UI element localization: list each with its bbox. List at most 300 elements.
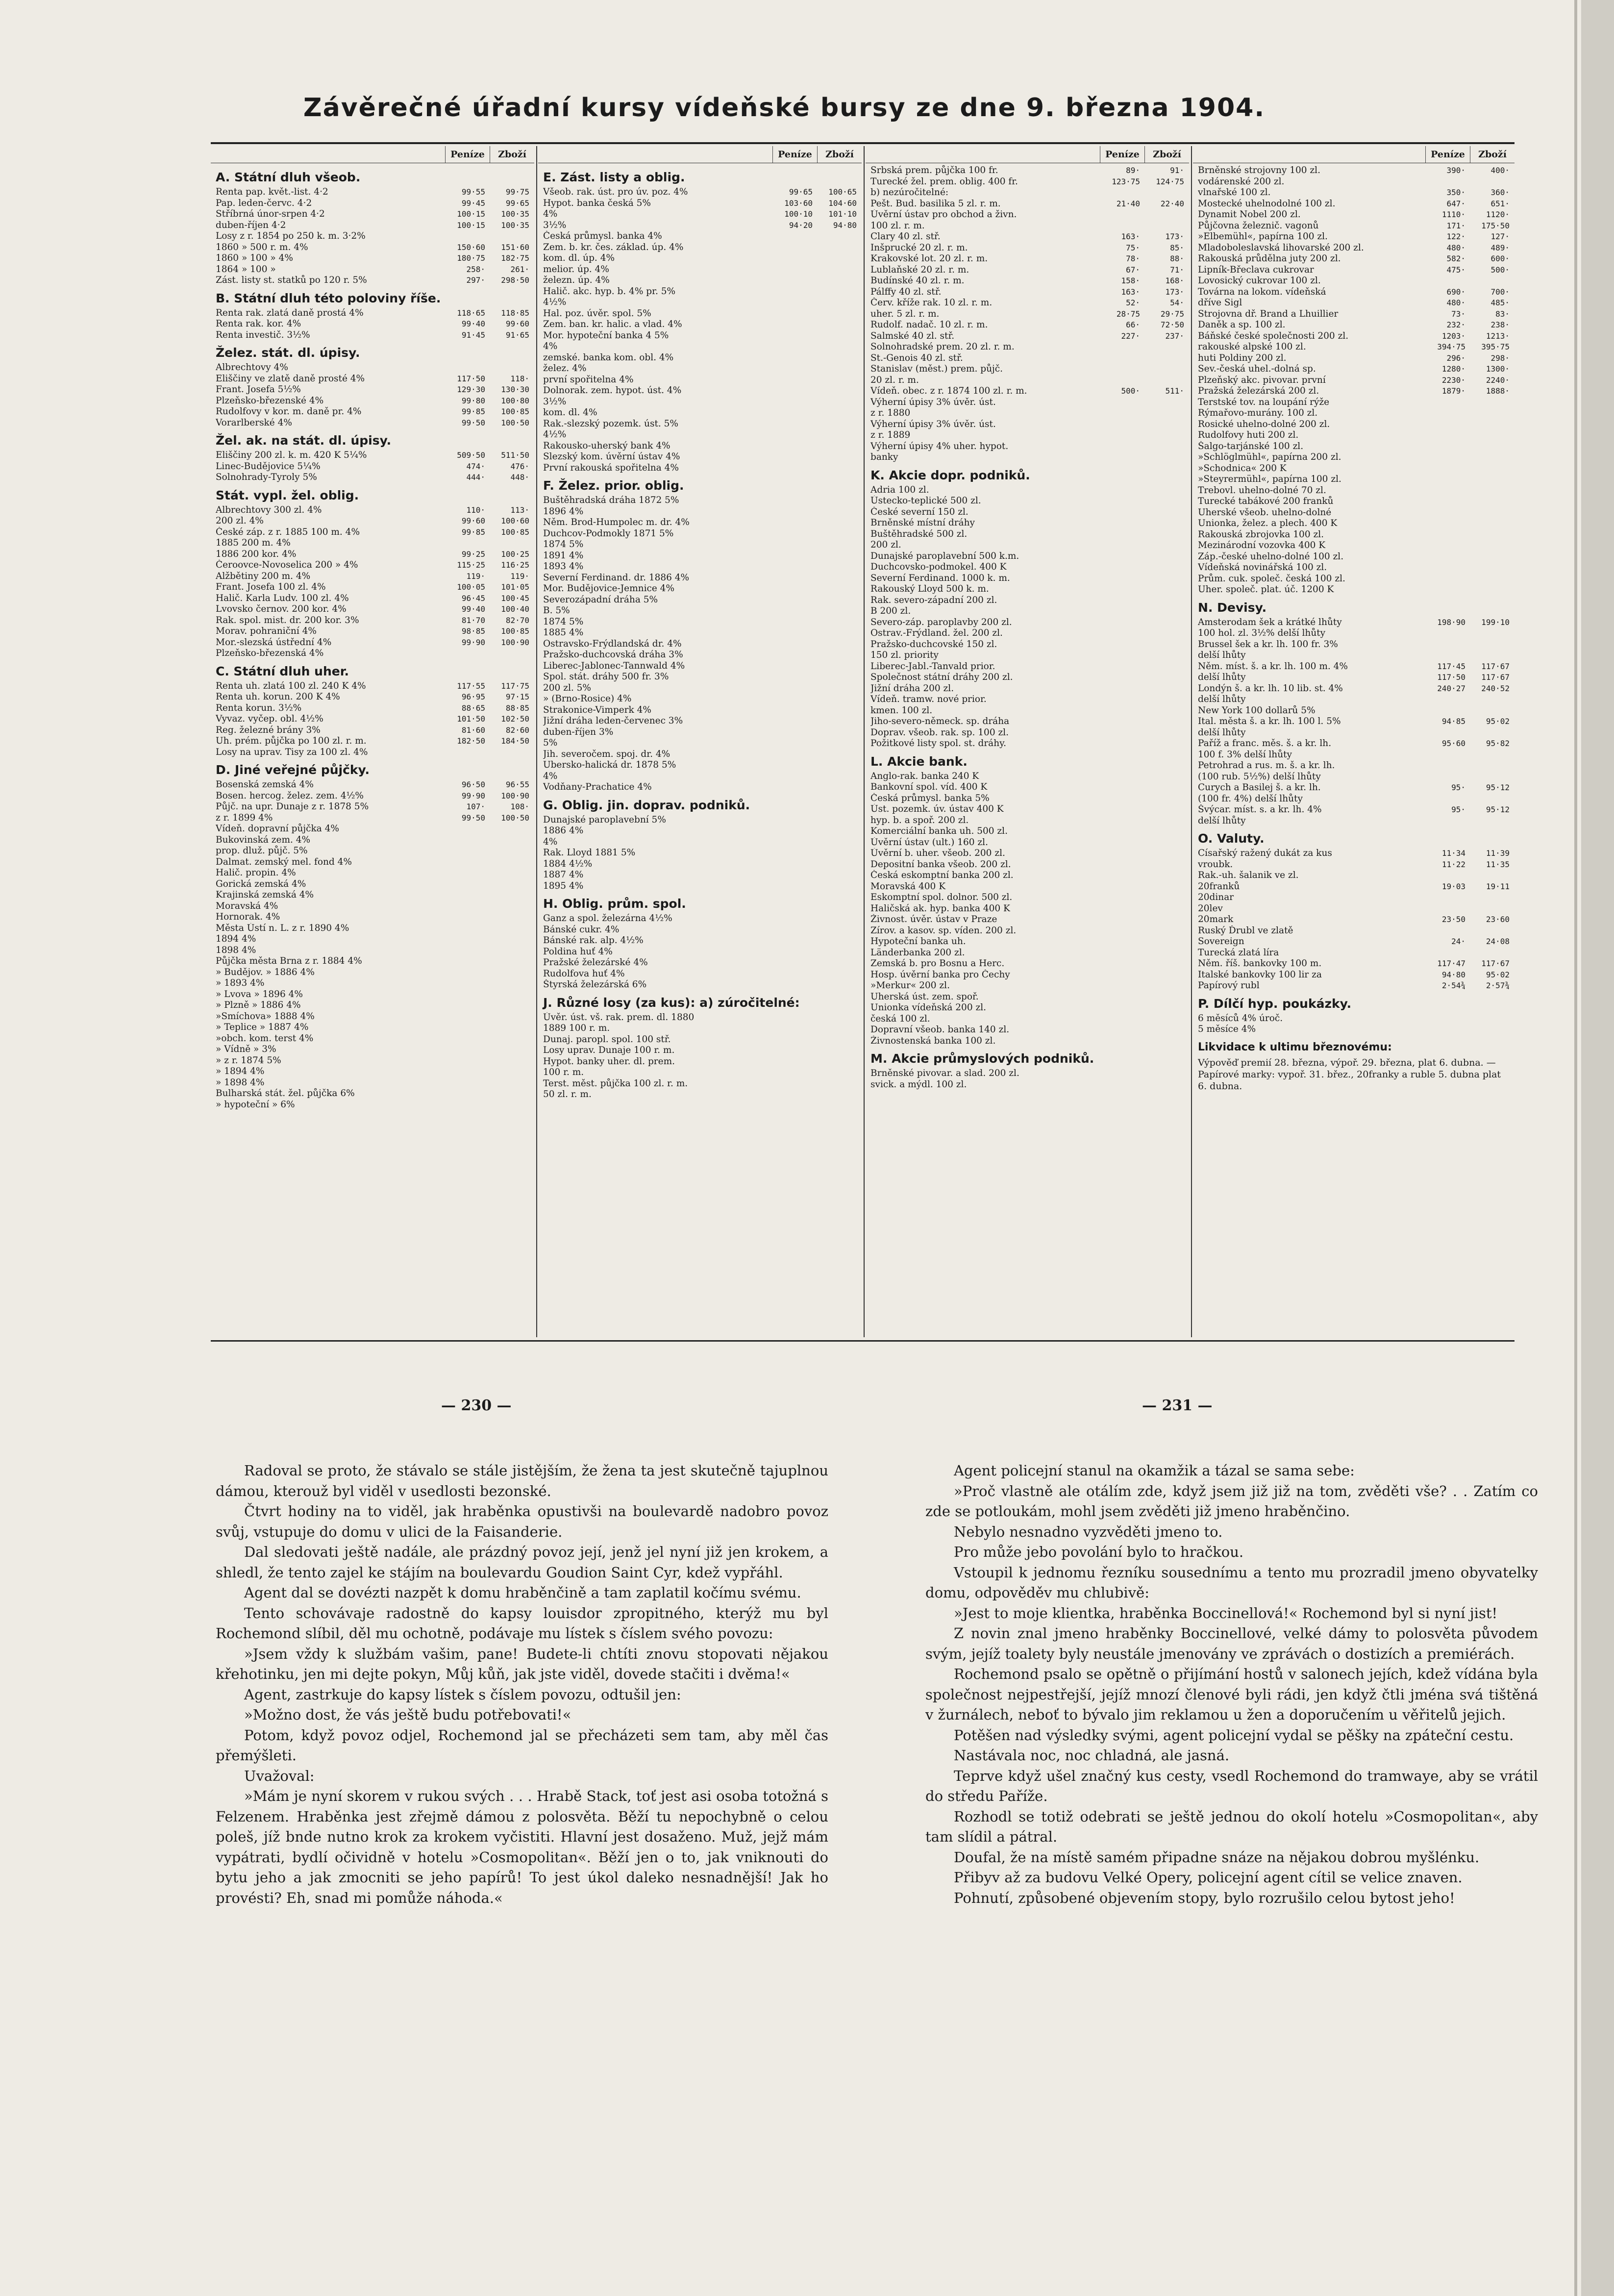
rate-zbozi	[1143, 771, 1187, 782]
rate-row	[216, 1088, 532, 1099]
rate-penize	[771, 649, 816, 661]
rate-zbozi: 100·45	[501, 593, 529, 603]
likvidace-heading: Likvidace k ultimu březnovému:	[1198, 1041, 1392, 1053]
rate-penize: 89·	[1126, 166, 1140, 175]
rate-zbozi	[816, 528, 860, 540]
rate-row	[870, 375, 1187, 386]
rate-row	[1198, 738, 1513, 749]
story-paragraph: Teprve když ušel značný kus cesty, vsedl Rochemond do tramwaye, aby se vrátil do středu Paříže.	[925, 1767, 1538, 1804]
rate-zbozi	[488, 1033, 532, 1045]
rate-zbozi	[816, 242, 860, 253]
rate-row	[1198, 694, 1513, 705]
rate-zbozi: 700·	[1490, 287, 1510, 297]
rate-row	[216, 923, 532, 934]
rate-penize	[1099, 716, 1143, 727]
rate-penize	[1099, 1079, 1143, 1091]
rate-label: Anglo-rak. banka 240 K	[870, 771, 979, 781]
rate-zbozi: 237·	[1165, 331, 1184, 341]
rate-row	[1198, 364, 1513, 375]
rate-zbozi	[488, 1011, 532, 1023]
rate-row	[216, 1066, 532, 1077]
rate-penize	[444, 1066, 488, 1077]
rate-row	[1198, 859, 1513, 871]
rates-column-3	[866, 146, 1189, 1337]
binding-gutter	[1581, 0, 1614, 2296]
rate-label: Něm. míst. š. a kr. lh. 100 m. 4%	[1198, 661, 1348, 672]
rate-zbozi	[1143, 441, 1187, 452]
rate-penize	[1099, 826, 1143, 837]
rate-zbozi	[816, 649, 860, 661]
rate-row	[216, 747, 532, 758]
rate-penize: 180·75	[457, 253, 485, 263]
rate-zbozi	[1143, 518, 1187, 529]
rate-row	[870, 176, 1187, 188]
rate-zbozi	[1143, 496, 1187, 507]
rate-penize: 99·65	[789, 187, 813, 197]
rate-label: Frant. Josefa 5½%	[216, 384, 301, 395]
rate-row	[543, 881, 860, 892]
rate-zbozi	[488, 989, 532, 1000]
rate-penize	[1424, 903, 1468, 915]
rate-penize	[771, 352, 816, 364]
rate-label: Solnohrady-Tyroly 5%	[216, 472, 317, 482]
rate-label: Gorická zemská 4%	[216, 878, 306, 889]
rate-penize	[771, 738, 816, 749]
rate-penize	[444, 1055, 488, 1067]
rate-row	[543, 979, 860, 991]
rate-penize: 100·15	[457, 220, 485, 230]
rate-penize: 101·50	[457, 714, 485, 724]
rate-zbozi	[816, 429, 860, 441]
rate-zbozi: 95·02	[1486, 717, 1510, 726]
rate-zbozi	[1468, 463, 1513, 474]
rate-zbozi	[816, 716, 860, 727]
rate-zbozi: 151·60	[501, 242, 529, 252]
rate-label: Papírový rubl	[1198, 980, 1260, 991]
rate-label: Pražská železárská 200 zl.	[1198, 386, 1319, 396]
rate-penize	[444, 1022, 488, 1033]
rate-zbozi	[1143, 408, 1187, 419]
rate-zbozi	[1143, 1014, 1187, 1025]
rate-penize: 119·	[466, 571, 485, 581]
rate-label: Výherní úpisy 4% uher. hypot.	[870, 441, 1009, 451]
rate-penize	[1099, 793, 1143, 804]
rate-label: Bukovinská zem. 4%	[216, 834, 311, 845]
rate-zbozi	[488, 912, 532, 923]
rate-row	[216, 637, 532, 649]
rate-row	[543, 539, 860, 550]
rate-row	[870, 551, 1187, 562]
rate-label: 4%	[543, 836, 558, 847]
rate-penize	[771, 639, 816, 650]
rate-zbozi	[816, 231, 860, 242]
rate-row	[1198, 816, 1513, 827]
story-paragraph: Radoval se proto, že stávalo se stále jistějším, že žena ta jest skutečně tajuplnou dámou, kterouž byl viděl v usedlosti bezonské.	[216, 1462, 828, 1499]
rate-label: New York 100 dollarů 5%	[1198, 705, 1316, 716]
rate-zbozi	[1468, 441, 1513, 452]
rate-row	[216, 725, 532, 736]
rate-row	[870, 364, 1187, 375]
rate-label: železn. úp. 4%	[543, 275, 610, 285]
rate-row	[216, 319, 532, 330]
rate-penize: 103·60	[784, 198, 813, 208]
rate-label: Ostrav.-Frýdland. žel. 200 zl.	[870, 628, 1003, 638]
section-heading: D. Jiné veřejné půjčky.	[216, 763, 370, 777]
rate-zbozi: 95·02	[1486, 970, 1510, 979]
rate-label: Výherní úpisy 3% úvěr. úst.	[870, 397, 996, 407]
rate-row	[1198, 948, 1513, 959]
rate-row	[543, 913, 860, 924]
rate-row	[543, 451, 860, 463]
rate-label: Severozápadní dráha 5%	[543, 594, 658, 605]
rate-penize: 75·	[1126, 243, 1140, 252]
rate-row	[1198, 914, 1513, 925]
rate-penize	[1099, 970, 1143, 981]
rate-label: Poldina huť 4%	[543, 946, 613, 957]
rate-row	[870, 342, 1187, 353]
rate-zbozi	[816, 550, 860, 562]
rate-row	[1198, 430, 1513, 441]
rate-label: Eliščiny 200 zl. k. m. 420 K 5¼%	[216, 450, 367, 460]
rate-label: České severní 150 zl.	[870, 506, 968, 517]
rate-zbozi: 298·50	[501, 275, 529, 285]
rate-label: Spol. stát. dráhy 500 fr. 3%	[543, 672, 669, 682]
rate-penize	[771, 539, 816, 550]
rate-row	[216, 472, 532, 483]
rate-zbozi	[816, 760, 860, 771]
rate-label: Báňské české společnosti 200 zl.	[1198, 330, 1349, 341]
rate-label: » Budějov. » 1886 4%	[216, 967, 315, 977]
rate-label: Všeob. rak. úst. pro úv. poz. 4%	[543, 187, 688, 197]
rate-label: uher. 5 zl. r. m.	[870, 308, 940, 319]
rate-row	[870, 518, 1187, 529]
rate-zbozi	[1468, 639, 1513, 650]
rate-zbozi: 1300·	[1486, 364, 1510, 374]
rate-penize: 117·45	[1437, 661, 1465, 671]
rate-zbozi	[1143, 595, 1187, 606]
rate-row	[1198, 881, 1513, 893]
rate-zbozi: 360·	[1490, 188, 1510, 197]
rate-row	[543, 924, 860, 936]
rate-label: » 1898 4%	[216, 1077, 265, 1088]
rate-label: Petrohrad a rus. m. š. a kr. lh.	[1198, 760, 1335, 771]
rate-penize	[1424, 760, 1468, 772]
rate-penize	[444, 747, 488, 758]
rate-penize	[1099, 485, 1143, 496]
rate-label: 20dinar	[1198, 892, 1234, 902]
rate-penize: 99·45	[461, 198, 485, 208]
rate-penize	[1099, 364, 1143, 375]
rate-penize	[444, 824, 488, 835]
rate-label: zemské. banka kom. obl. 4%	[543, 352, 674, 363]
rate-label: 1874 5%	[543, 539, 584, 549]
rate-row	[870, 430, 1187, 441]
rate-label: Mor.-slezská ústřední 4%	[216, 637, 332, 648]
rate-label: Paříž a franc. měs. š. a kr. lh.	[1198, 738, 1332, 749]
rate-row	[870, 804, 1187, 815]
rate-row	[543, 605, 860, 617]
rate-zbozi	[816, 738, 860, 749]
rate-row	[543, 286, 860, 298]
rate-label: Duchcov-Podmokly 1871 5%	[543, 528, 674, 539]
rate-label: Turecká zlatá líra	[1198, 947, 1279, 958]
rate-penize	[1099, 419, 1143, 430]
rate-label: 1884 4½%	[543, 858, 593, 869]
rate-label: Italské bankovky 100 lir za	[1198, 969, 1322, 980]
rate-label: » (Brno-Rosice) 4%	[543, 694, 632, 704]
rate-row	[1198, 772, 1513, 783]
rate-row	[216, 330, 532, 341]
rate-zbozi	[1143, 992, 1187, 1003]
rate-zbozi	[1468, 948, 1513, 959]
rate-zbozi	[488, 231, 532, 242]
rate-penize	[771, 661, 816, 672]
section-heading: Žel. ak. na stát. dl. úpisy.	[216, 433, 392, 448]
rate-label: Šalgo-tarjánské 100 zl.	[1198, 441, 1304, 451]
rate-penize	[771, 969, 816, 980]
rate-row	[1198, 562, 1513, 574]
rate-penize	[1099, 342, 1143, 353]
rate-label: 1886 200 kor. 4%	[216, 549, 297, 559]
rate-label: Vídeň. tramw. nové prior.	[870, 694, 987, 704]
rate-row	[870, 320, 1187, 331]
rate-row	[1198, 441, 1513, 452]
rate-penize	[1424, 574, 1468, 585]
rate-label: Moravská 4%	[216, 900, 278, 911]
rate-zbozi: 100·50	[501, 813, 529, 823]
rate-zbozi	[1468, 562, 1513, 574]
rate-label: Půjčovna železnič. vagonů	[1198, 220, 1319, 231]
rate-zbozi	[816, 639, 860, 650]
rate-row	[543, 727, 860, 738]
rate-row	[870, 287, 1187, 298]
rate-penize: 100·10	[784, 209, 813, 219]
rate-row	[543, 528, 860, 540]
rate-row	[1198, 794, 1513, 805]
rate-label: melior. úp. 4%	[543, 264, 609, 275]
rate-row	[216, 527, 532, 538]
rate-zbozi: 96·55	[505, 780, 529, 789]
rate-row	[543, 649, 860, 661]
rate-label: Buštěhradská dráha 1872 5%	[543, 495, 679, 505]
rate-label: Ruský Ďrubl ve zlatě	[1198, 925, 1293, 936]
rate-zbozi: 94·80	[833, 220, 857, 230]
rate-penize: 2230·	[1441, 375, 1465, 385]
rate-zbozi	[1143, 837, 1187, 849]
rate-penize	[771, 407, 816, 419]
rate-zbozi	[816, 561, 860, 573]
rate-row	[1198, 980, 1513, 992]
rate-label: Rak.-slezský pozemk. úst. 5%	[543, 418, 679, 429]
rate-label: 1885 4%	[543, 627, 584, 638]
rate-label: Strakonice-Vimperk 4%	[543, 704, 651, 715]
rate-penize: 95·	[1451, 805, 1465, 814]
rate-row	[543, 661, 860, 672]
rate-zbozi	[816, 397, 860, 408]
rate-row	[870, 243, 1187, 254]
story-paragraph: Nebylo nesnadno vyzvěděti jmeno to.	[954, 1523, 1223, 1540]
rate-label: Uherská úst. zem. spoř.	[870, 991, 979, 1002]
rate-zbozi	[1143, 738, 1187, 749]
rate-row	[870, 948, 1187, 959]
rate-row	[216, 1055, 532, 1067]
rate-zbozi: 85·	[1170, 243, 1184, 252]
rate-row	[543, 771, 860, 782]
rate-penize	[1424, 650, 1468, 661]
rate-penize	[1099, 617, 1143, 628]
rate-penize	[1099, 562, 1143, 573]
rate-penize: 182·50	[457, 736, 485, 746]
rate-label: Adria 100 zl.	[870, 484, 929, 495]
rate-label: Něm. říš. bankovky 100 m.	[1198, 958, 1322, 969]
rate-row	[216, 450, 532, 461]
rate-zbozi	[1143, 639, 1187, 650]
rate-penize: 117·50	[1437, 673, 1465, 682]
rate-penize: 96·95	[461, 692, 485, 701]
rate-penize: 94·85	[1441, 717, 1465, 726]
rate-label: 5%	[543, 738, 558, 748]
rate-penize	[1099, 727, 1143, 739]
rate-label: Mor. Budějovice-Jemnice 4%	[543, 583, 675, 594]
rate-label: Amsterodam šek a krátké lhůty	[1198, 617, 1342, 627]
rate-label: Města Ústí n. L. z r. 1890 4%	[216, 923, 349, 933]
story-paragraph: Pro může jebo povolání bylo to hračkou.	[954, 1544, 1244, 1560]
rate-penize: 24·	[1451, 937, 1465, 946]
rate-penize	[771, 825, 816, 837]
rate-label: Dunaj. paropl. spol. 100 stř.	[543, 1034, 671, 1045]
rate-zbozi	[816, 539, 860, 550]
rate-zbozi	[1143, 958, 1187, 970]
rate-penize: 99·55	[461, 187, 485, 197]
rate-penize	[1424, 496, 1468, 507]
rate-label: Zírov. a kasov. sp. víden. 200 zl.	[870, 925, 1017, 936]
rate-label: 4%	[543, 771, 558, 781]
rate-row	[216, 418, 532, 429]
rate-penize	[771, 1078, 816, 1090]
rate-row	[870, 782, 1187, 793]
rate-penize	[1099, 606, 1143, 617]
rate-zbozi: 100·40	[501, 604, 529, 614]
rate-label: kmen. 100 zl.	[870, 705, 933, 716]
rate-label: Eskomptní spol. dolnor. 500 zl.	[870, 892, 1013, 902]
rate-zbozi	[816, 441, 860, 452]
rate-label: Mladoboleslavská lihovarské 200 zl.	[1198, 242, 1364, 253]
rate-penize	[444, 912, 488, 923]
rate-label: b) nezúročitelné:	[870, 187, 949, 198]
rate-row	[216, 560, 532, 571]
rate-label: 1894 4%	[216, 934, 256, 944]
rate-label: Terstské tov. na loupání rýže	[1198, 397, 1330, 407]
rate-zbozi: 2·57¾	[1486, 981, 1510, 990]
rate-row	[870, 881, 1187, 893]
rate-row	[870, 970, 1187, 981]
section-heading: C. Státní dluh uher.	[216, 664, 349, 678]
rate-zbozi	[816, 1012, 860, 1023]
rate-zbozi	[816, 374, 860, 386]
rate-penize	[771, 627, 816, 639]
rate-label: Dunajské paroplavební 500 k.m.	[870, 550, 1019, 561]
section-heading: Stát. vypl. žel. oblig.	[216, 488, 359, 502]
rate-row	[216, 538, 532, 549]
rate-label: »Smíchova» 1888 4%	[216, 1011, 315, 1022]
rate-row	[216, 1000, 532, 1011]
rate-penize: 19·03	[1441, 881, 1465, 891]
rate-zbozi	[1468, 892, 1513, 903]
rate-penize: 1110·	[1441, 210, 1465, 219]
rate-penize	[444, 1000, 488, 1011]
rate-zbozi	[1143, 892, 1187, 903]
rate-penize	[1099, 430, 1143, 441]
rate-label: Renta uh. korun. 200 K 4%	[216, 692, 340, 702]
rate-row	[1198, 419, 1513, 430]
rate-label: 100 zl. r. m.	[870, 220, 925, 231]
rate-label: Něm. Brod-Humpolec m. dr. 4%	[543, 517, 690, 527]
rate-row	[216, 264, 532, 275]
rate-penize: 158·	[1121, 276, 1140, 285]
rate-label: » Lvova » 1896 4%	[216, 989, 303, 999]
rate-penize	[1099, 672, 1143, 683]
rate-zbozi	[1143, 419, 1187, 430]
story-paragraph: »Jsem vždy k službám vašim, pane! Budete-li chtíti znovu stopovati nějakou křehotinku, jen mi dejte pokyn, Můj kůň, jak jste viděl, dovede stačiti i dvěma!«	[216, 1645, 828, 1682]
rate-penize	[771, 561, 816, 573]
rate-zbozi	[1143, 815, 1187, 826]
rate-zbozi: 100·80	[501, 396, 529, 405]
rate-label: vodárenské 200 zl.	[1198, 176, 1285, 187]
rate-row	[870, 683, 1187, 695]
rate-zbozi	[1143, 1036, 1187, 1047]
rate-label: delší lhůty	[1198, 815, 1246, 826]
rate-zbozi	[1143, 573, 1187, 584]
rate-penize: 227·	[1121, 331, 1140, 341]
rate-row	[870, 992, 1187, 1003]
rate-label: 1889 100 r. m.	[543, 1023, 610, 1033]
rate-zbozi: 395·75	[1481, 342, 1510, 351]
rate-label: Lipník-Břeclava cukrovar	[1198, 264, 1314, 275]
rate-label: Ubersko-halická dr. 1878 5%	[543, 760, 676, 770]
rate-row	[216, 846, 532, 857]
rate-penize	[1099, 683, 1143, 695]
rate-penize	[1424, 540, 1468, 551]
rate-row	[543, 1067, 860, 1078]
section-heading: L. Akcie bank.	[870, 754, 968, 769]
rate-label: »obch. kom. terst 4%	[216, 1033, 314, 1044]
rate-row	[1198, 958, 1513, 970]
rate-zbozi	[1143, 716, 1187, 727]
rate-label: Terst. měst. půjčka 100 zl. r. m.	[543, 1078, 688, 1089]
rate-label: Salmské 40 zl. stř.	[870, 330, 955, 341]
rate-penize	[771, 924, 816, 936]
rate-penize: 129·30	[457, 385, 485, 394]
rate-penize: 150·60	[457, 242, 485, 252]
rate-row	[543, 617, 860, 628]
rate-penize: 474·	[466, 461, 485, 471]
rate-label: Strojovna dř. Brand a Lhuillier	[1198, 308, 1339, 319]
rate-zbozi	[816, 979, 860, 991]
rate-penize: 122·	[1446, 232, 1465, 241]
rate-penize	[1424, 474, 1468, 485]
rate-penize	[1424, 441, 1468, 452]
rate-label: Daněk a sp. 100 zl.	[1198, 320, 1286, 330]
rate-row	[870, 221, 1187, 232]
rate-zbozi	[1143, 606, 1187, 617]
rate-row	[543, 341, 860, 352]
rate-label: hyp. b. a spoř. 200 zl.	[870, 815, 969, 825]
rate-zbozi	[816, 825, 860, 837]
rate-penize	[771, 363, 816, 374]
rate-penize	[771, 253, 816, 264]
rate-zbozi: 100·85	[501, 527, 529, 537]
rate-zbozi	[1143, 375, 1187, 386]
